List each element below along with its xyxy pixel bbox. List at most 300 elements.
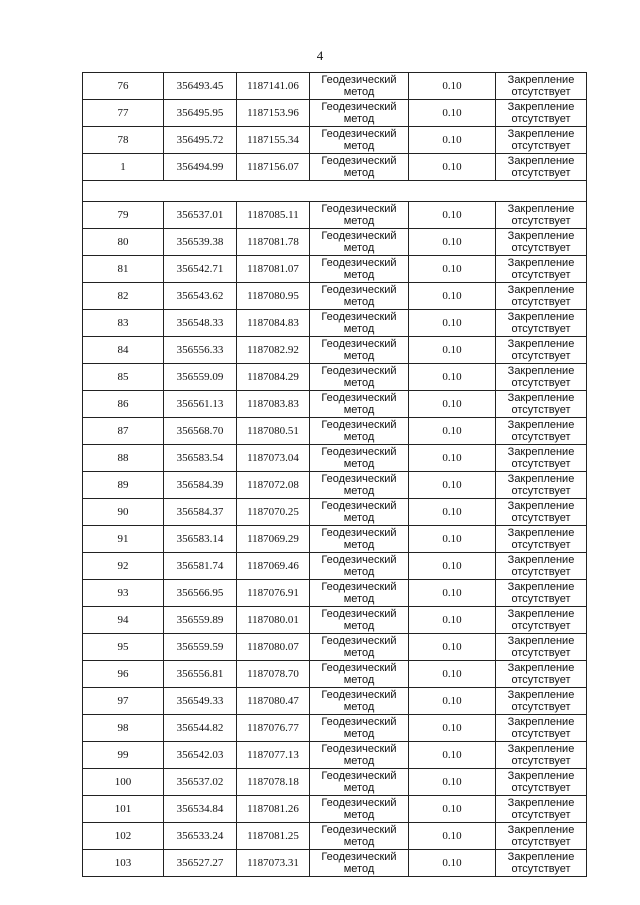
method-line2: метод: [343, 755, 375, 767]
fixing-cell: [496, 715, 587, 742]
accuracy-cell: 0.10: [409, 634, 496, 661]
coordinates-table: [82, 72, 587, 877]
coordinate-y: 1187080.51: [237, 418, 310, 445]
method-line1: Геодезический: [321, 392, 397, 404]
coordinate-y: 1187141.06: [237, 73, 310, 100]
fixing-cell: [496, 607, 587, 634]
fixing-line2: отсутствует: [511, 701, 571, 713]
method-line2: метод: [343, 566, 375, 578]
coordinate-x: 356559.89: [164, 607, 237, 634]
method-line2: метод: [343, 458, 375, 470]
fixing-cell: [496, 580, 587, 607]
fixing-line1: Закрепление: [507, 743, 575, 755]
fixing-cell: [496, 823, 587, 850]
coordinate-y: 1187077.13: [237, 742, 310, 769]
point-number: 98: [83, 715, 164, 742]
method-line2: метод: [343, 593, 375, 605]
fixing-line2: отсутствует: [511, 674, 571, 686]
table-row: [83, 526, 587, 553]
coordinate-x: 356559.09: [164, 364, 237, 391]
fixing-cell: [496, 445, 587, 472]
method-line2: метод: [343, 485, 375, 497]
fixing-line1: Закрепление: [507, 230, 575, 242]
accuracy-cell: 0.10: [409, 580, 496, 607]
coordinate-x: 356527.27: [164, 850, 237, 877]
coordinate-x: 356544.82: [164, 715, 237, 742]
accuracy-cell: 0.10: [409, 553, 496, 580]
method-line1: Геодезический: [321, 770, 397, 782]
method-line2: метод: [343, 728, 375, 740]
table-row: [83, 337, 587, 364]
table-row: [83, 580, 587, 607]
fixing-line2: отсутствует: [511, 836, 571, 848]
method-line1: Геодезический: [321, 311, 397, 323]
coordinates-table-body-a: [83, 73, 587, 181]
method-line1: Геодезический: [321, 851, 397, 863]
fixing-line2: отсутствует: [511, 404, 571, 416]
point-number: 82: [83, 283, 164, 310]
table-row: [83, 742, 587, 769]
coordinate-y: 1187080.01: [237, 607, 310, 634]
coordinate-x: 356543.62: [164, 283, 237, 310]
coordinate-y: 1187080.07: [237, 634, 310, 661]
fixing-line1: Закрепление: [507, 473, 575, 485]
method-cell: [310, 229, 409, 256]
point-number: 1: [83, 154, 164, 181]
coordinate-y: 1187080.95: [237, 283, 310, 310]
method-cell: [310, 823, 409, 850]
method-line2: метод: [343, 782, 375, 794]
fixing-line1: Закрепление: [507, 554, 575, 566]
accuracy-cell: 0.10: [409, 688, 496, 715]
fixing-line1: Закрепление: [507, 419, 575, 431]
point-number: 93: [83, 580, 164, 607]
method-line1: Геодезический: [321, 716, 397, 728]
point-number: 88: [83, 445, 164, 472]
method-cell: [310, 688, 409, 715]
table-row: [83, 661, 587, 688]
fixing-line1: Закрепление: [507, 527, 575, 539]
point-number: 80: [83, 229, 164, 256]
method-cell: [310, 445, 409, 472]
point-number: 86: [83, 391, 164, 418]
coordinate-x: 356548.33: [164, 310, 237, 337]
table-row: [83, 634, 587, 661]
fixing-cell: [496, 796, 587, 823]
method-line1: Геодезический: [321, 128, 397, 140]
method-cell: [310, 661, 409, 688]
coordinate-x: 356542.71: [164, 256, 237, 283]
coordinate-y: 1187080.47: [237, 688, 310, 715]
method-cell: [310, 769, 409, 796]
method-line1: Геодезический: [321, 797, 397, 809]
coordinate-x: 356556.33: [164, 337, 237, 364]
point-number: 103: [83, 850, 164, 877]
coordinate-x: 356493.45: [164, 73, 237, 100]
fixing-line2: отсутствует: [511, 566, 571, 578]
point-number: 102: [83, 823, 164, 850]
point-number: 101: [83, 796, 164, 823]
accuracy-cell: 0.10: [409, 742, 496, 769]
fixing-line2: отсутствует: [511, 512, 571, 524]
fixing-line2: отсутствует: [511, 539, 571, 551]
method-line1: Геодезический: [321, 446, 397, 458]
accuracy-cell: 0.10: [409, 796, 496, 823]
fixing-line1: Закрепление: [507, 851, 575, 863]
fixing-line1: Закрепление: [507, 797, 575, 809]
separator-row: [83, 181, 587, 202]
fixing-cell: [496, 100, 587, 127]
method-line2: метод: [343, 140, 375, 152]
fixing-line1: Закрепление: [507, 101, 575, 113]
fixing-line2: отсутствует: [511, 620, 571, 632]
fixing-line1: Закрепление: [507, 365, 575, 377]
fixing-line2: отсутствует: [511, 377, 571, 389]
table-row: [83, 553, 587, 580]
fixing-cell: [496, 202, 587, 229]
method-cell: [310, 154, 409, 181]
method-line1: Геодезический: [321, 284, 397, 296]
accuracy-cell: 0.10: [409, 229, 496, 256]
coordinate-y: 1187076.91: [237, 580, 310, 607]
method-line1: Геодезический: [321, 74, 397, 86]
coordinate-x: 356495.72: [164, 127, 237, 154]
fixing-line2: отсутствует: [511, 215, 571, 227]
fixing-line1: Закрепление: [507, 203, 575, 215]
point-number: 99: [83, 742, 164, 769]
fixing-cell: [496, 391, 587, 418]
method-line2: метод: [343, 215, 375, 227]
method-line1: Геодезический: [321, 500, 397, 512]
coordinate-y: 1187081.07: [237, 256, 310, 283]
method-cell: [310, 100, 409, 127]
method-line2: метод: [343, 167, 375, 179]
point-number: 90: [83, 499, 164, 526]
coordinate-y: 1187081.25: [237, 823, 310, 850]
fixing-cell: [496, 73, 587, 100]
coordinate-y: 1187072.08: [237, 472, 310, 499]
coordinate-x: 356584.39: [164, 472, 237, 499]
coordinate-y: 1187156.07: [237, 154, 310, 181]
fixing-line2: отсутствует: [511, 296, 571, 308]
fixing-line2: отсутствует: [511, 140, 571, 152]
point-number: 96: [83, 661, 164, 688]
accuracy-cell: 0.10: [409, 418, 496, 445]
method-cell: [310, 472, 409, 499]
method-line2: метод: [343, 836, 375, 848]
fixing-cell: [496, 634, 587, 661]
table-row: [83, 472, 587, 499]
coordinate-x: 356537.02: [164, 769, 237, 796]
accuracy-cell: 0.10: [409, 715, 496, 742]
method-line2: метод: [343, 113, 375, 125]
method-line2: метод: [343, 86, 375, 98]
coordinate-y: 1187081.78: [237, 229, 310, 256]
method-line2: метод: [343, 674, 375, 686]
point-number: 97: [83, 688, 164, 715]
coordinate-y: 1187073.04: [237, 445, 310, 472]
fixing-line2: отсутствует: [511, 167, 571, 179]
coordinate-x: 356556.81: [164, 661, 237, 688]
fixing-line1: Закрепление: [507, 662, 575, 674]
separator-cell: [83, 181, 587, 202]
fixing-cell: [496, 499, 587, 526]
method-cell: [310, 553, 409, 580]
fixing-line2: отсутствует: [511, 350, 571, 362]
table-row: [83, 418, 587, 445]
method-line2: метод: [343, 809, 375, 821]
point-number: 85: [83, 364, 164, 391]
coordinate-y: 1187078.70: [237, 661, 310, 688]
table-row: [83, 364, 587, 391]
coordinate-x: 356495.95: [164, 100, 237, 127]
table-row: [83, 283, 587, 310]
method-line1: Геодезический: [321, 365, 397, 377]
method-line1: Геодезический: [321, 824, 397, 836]
method-cell: [310, 310, 409, 337]
table-row: [83, 796, 587, 823]
fixing-line1: Закрепление: [507, 128, 575, 140]
coordinate-x: 356539.38: [164, 229, 237, 256]
method-line1: Геодезический: [321, 338, 397, 350]
fixing-line1: Закрепление: [507, 500, 575, 512]
method-line2: метод: [343, 620, 375, 632]
point-number: 92: [83, 553, 164, 580]
method-line1: Геодезический: [321, 581, 397, 593]
method-cell: [310, 607, 409, 634]
method-cell: [310, 796, 409, 823]
fixing-line2: отсутствует: [511, 242, 571, 254]
fixing-line2: отсутствует: [511, 863, 571, 875]
fixing-line1: Закрепление: [507, 689, 575, 701]
table-row: [83, 391, 587, 418]
table-row: [83, 607, 587, 634]
coordinate-x: 356494.99: [164, 154, 237, 181]
fixing-cell: [496, 229, 587, 256]
fixing-cell: [496, 283, 587, 310]
accuracy-cell: 0.10: [409, 499, 496, 526]
fixing-line2: отсутствует: [511, 485, 571, 497]
coordinate-y: 1187076.77: [237, 715, 310, 742]
fixing-line1: Закрепление: [507, 581, 575, 593]
coordinate-x: 356583.14: [164, 526, 237, 553]
point-number: 89: [83, 472, 164, 499]
coordinate-x: 356584.37: [164, 499, 237, 526]
method-line2: метод: [343, 242, 375, 254]
method-line2: метод: [343, 404, 375, 416]
method-cell: [310, 499, 409, 526]
method-line2: метод: [343, 350, 375, 362]
accuracy-cell: 0.10: [409, 769, 496, 796]
method-cell: [310, 715, 409, 742]
method-line1: Геодезический: [321, 101, 397, 113]
table-row: [83, 202, 587, 229]
point-number: 83: [83, 310, 164, 337]
table-row: [83, 229, 587, 256]
method-line1: Геодезический: [321, 155, 397, 167]
fixing-line1: Закрепление: [507, 392, 575, 404]
table-row: [83, 688, 587, 715]
fixing-line1: Закрепление: [507, 608, 575, 620]
point-number: 84: [83, 337, 164, 364]
method-cell: [310, 742, 409, 769]
fixing-line1: Закрепление: [507, 824, 575, 836]
fixing-line2: отсутствует: [511, 431, 571, 443]
coordinate-y: 1187078.18: [237, 769, 310, 796]
coordinate-y: 1187083.83: [237, 391, 310, 418]
accuracy-cell: 0.10: [409, 310, 496, 337]
point-number: 91: [83, 526, 164, 553]
method-cell: [310, 634, 409, 661]
method-line2: метод: [343, 296, 375, 308]
fixing-line1: Закрепление: [507, 257, 575, 269]
table-row: [83, 73, 587, 100]
point-number: 78: [83, 127, 164, 154]
coordinate-y: 1187069.29: [237, 526, 310, 553]
accuracy-cell: 0.10: [409, 100, 496, 127]
method-cell: [310, 418, 409, 445]
accuracy-cell: 0.10: [409, 202, 496, 229]
accuracy-cell: 0.10: [409, 850, 496, 877]
fixing-line2: отсутствует: [511, 647, 571, 659]
accuracy-cell: 0.10: [409, 472, 496, 499]
fixing-cell: [496, 472, 587, 499]
table-row: [83, 256, 587, 283]
method-line1: Геодезический: [321, 419, 397, 431]
method-line2: метод: [343, 512, 375, 524]
accuracy-cell: 0.10: [409, 73, 496, 100]
point-number: 76: [83, 73, 164, 100]
method-line2: метод: [343, 323, 375, 335]
fixing-cell: [496, 850, 587, 877]
fixing-cell: [496, 256, 587, 283]
method-line1: Геодезический: [321, 203, 397, 215]
coordinate-y: 1187084.83: [237, 310, 310, 337]
accuracy-cell: 0.10: [409, 337, 496, 364]
coordinate-x: 356533.24: [164, 823, 237, 850]
fixing-line1: Закрепление: [507, 635, 575, 647]
method-line1: Геодезический: [321, 743, 397, 755]
method-line1: Геодезический: [321, 608, 397, 620]
coordinate-x: 356537.01: [164, 202, 237, 229]
accuracy-cell: 0.10: [409, 526, 496, 553]
accuracy-cell: 0.10: [409, 364, 496, 391]
method-cell: [310, 127, 409, 154]
accuracy-cell: 0.10: [409, 823, 496, 850]
coordinate-y: 1187153.96: [237, 100, 310, 127]
coordinate-x: 356568.70: [164, 418, 237, 445]
point-number: 81: [83, 256, 164, 283]
method-cell: [310, 73, 409, 100]
accuracy-cell: 0.10: [409, 256, 496, 283]
accuracy-cell: 0.10: [409, 445, 496, 472]
point-number: 100: [83, 769, 164, 796]
coordinate-x: 356549.33: [164, 688, 237, 715]
coordinate-x: 356566.95: [164, 580, 237, 607]
fixing-cell: [496, 127, 587, 154]
coordinate-y: 1187070.25: [237, 499, 310, 526]
coordinate-x: 356581.74: [164, 553, 237, 580]
accuracy-cell: 0.10: [409, 391, 496, 418]
fixing-line1: Закрепление: [507, 770, 575, 782]
method-cell: [310, 580, 409, 607]
point-number: 79: [83, 202, 164, 229]
method-cell: [310, 283, 409, 310]
method-line1: Геодезический: [321, 527, 397, 539]
fixing-line2: отсутствует: [511, 782, 571, 794]
table-row: [83, 769, 587, 796]
fixing-cell: [496, 688, 587, 715]
method-cell: [310, 337, 409, 364]
fixing-line1: Закрепление: [507, 155, 575, 167]
fixing-line2: отсутствует: [511, 755, 571, 767]
fixing-cell: [496, 154, 587, 181]
accuracy-cell: 0.10: [409, 283, 496, 310]
coordinate-x: 356561.13: [164, 391, 237, 418]
fixing-cell: [496, 742, 587, 769]
method-line1: Геодезический: [321, 689, 397, 701]
coordinate-x: 356583.54: [164, 445, 237, 472]
method-line2: метод: [343, 539, 375, 551]
fixing-cell: [496, 769, 587, 796]
accuracy-cell: 0.10: [409, 661, 496, 688]
method-cell: [310, 391, 409, 418]
page-number: 4: [316, 48, 324, 63]
fixing-line1: Закрепление: [507, 446, 575, 458]
fixing-cell: [496, 337, 587, 364]
table-row: [83, 445, 587, 472]
fixing-cell: [496, 661, 587, 688]
fixing-cell: [496, 526, 587, 553]
method-cell: [310, 364, 409, 391]
fixing-cell: [496, 310, 587, 337]
coordinate-y: 1187155.34: [237, 127, 310, 154]
method-line2: метод: [343, 647, 375, 659]
point-number: 77: [83, 100, 164, 127]
fixing-cell: [496, 364, 587, 391]
fixing-line2: отсутствует: [511, 86, 571, 98]
method-cell: [310, 256, 409, 283]
coordinate-y: 1187081.26: [237, 796, 310, 823]
method-line2: метод: [343, 377, 375, 389]
coordinate-y: 1187084.29: [237, 364, 310, 391]
coordinate-x: 356534.84: [164, 796, 237, 823]
method-line2: метод: [343, 863, 375, 875]
fixing-line1: Закрепление: [507, 74, 575, 86]
point-number: 94: [83, 607, 164, 634]
method-line1: Геодезический: [321, 473, 397, 485]
method-line1: Геодезический: [321, 257, 397, 269]
accuracy-cell: 0.10: [409, 127, 496, 154]
method-line1: Геодезический: [321, 230, 397, 242]
fixing-line2: отсутствует: [511, 458, 571, 470]
fixing-cell: [496, 418, 587, 445]
coordinate-y: 1187082.92: [237, 337, 310, 364]
fixing-line1: Закрепление: [507, 338, 575, 350]
fixing-line1: Закрепление: [507, 284, 575, 296]
coordinate-x: 356542.03: [164, 742, 237, 769]
table-row: [83, 127, 587, 154]
table-row: [83, 715, 587, 742]
coordinate-y: 1187085.11: [237, 202, 310, 229]
table-row: [83, 100, 587, 127]
coordinate-y: 1187069.46: [237, 553, 310, 580]
fixing-line2: отсутствует: [511, 593, 571, 605]
point-number: 95: [83, 634, 164, 661]
method-line1: Геодезический: [321, 635, 397, 647]
separator-group: [83, 181, 587, 202]
table-row: [83, 499, 587, 526]
